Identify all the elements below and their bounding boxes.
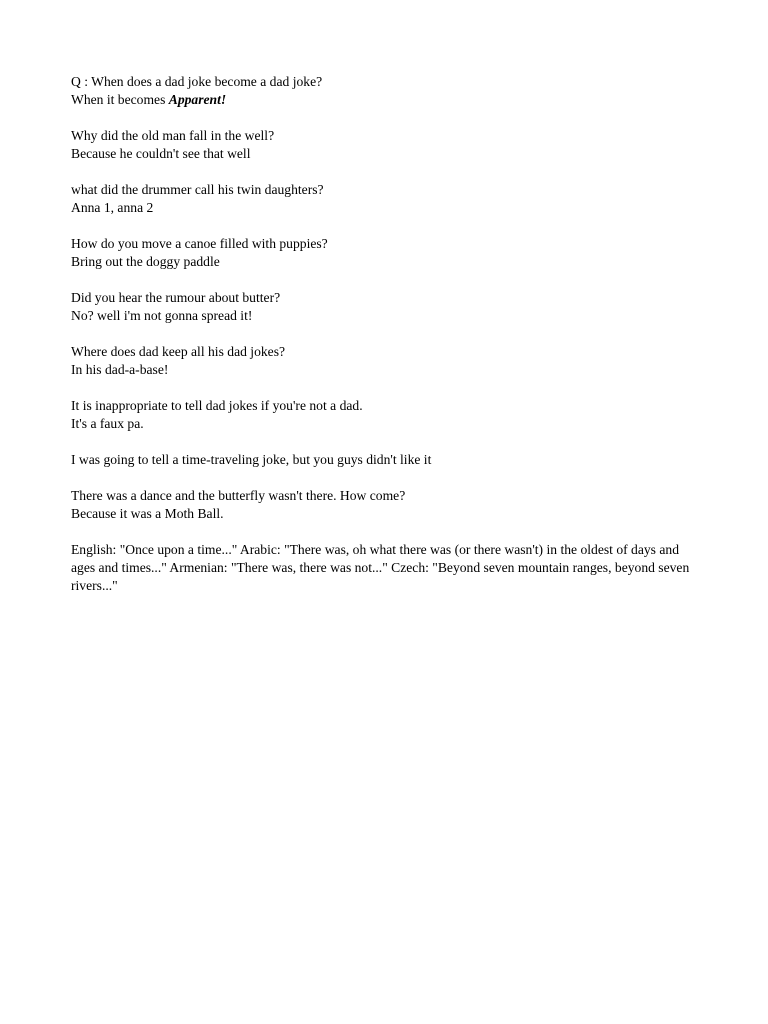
joke-block <box>71 451 696 469</box>
joke-question: Where does dad keep all his dad jokes? <box>71 344 286 359</box>
joke-question: It is inappropriate to tell dad jokes if you're not a dad. <box>71 398 363 413</box>
joke-question: what did the drummer call his twin daughters? <box>71 182 324 197</box>
joke-block <box>71 127 696 163</box>
joke-block <box>71 343 696 379</box>
closing-paragraph-block <box>71 541 696 595</box>
joke-answer: Bring out the doggy paddle <box>71 254 220 269</box>
joke-answer: Anna 1, anna 2 <box>71 200 154 215</box>
joke-question: Q : When does a dad joke become a dad joke? <box>71 74 323 89</box>
joke-block <box>71 487 696 523</box>
joke-question: Did you hear the rumour about butter? <box>71 290 281 305</box>
joke-answer: It's a faux pa. <box>71 416 144 431</box>
closing-paragraph: English: "Once upon a time..." Arabic: "There was, oh what there was (or there wasn't) in the oldest of days and ages and times..." Armenian: "There was, there was not..." Czech: "Beyond seven mountain ranges, beyond seven rivers..." <box>71 542 690 593</box>
joke-answer: In his dad-a-base! <box>71 362 169 377</box>
joke-block <box>71 73 696 109</box>
joke-answer-text: When it becomes <box>71 92 169 107</box>
joke-answer: Because it was a Moth Ball. <box>71 506 224 521</box>
joke-block <box>71 289 696 325</box>
joke-answer: Because he couldn't see that well <box>71 146 251 161</box>
joke-block <box>71 181 696 217</box>
document-page <box>71 73 696 613</box>
joke-block <box>71 397 696 433</box>
joke-question: There was a dance and the butterfly wasn't there. How come? <box>71 488 406 503</box>
joke-question: I was going to tell a time-traveling joke, but you guys didn't like it <box>71 452 432 467</box>
joke-block <box>71 235 696 271</box>
joke-answer: No? well i'm not gonna spread it! <box>71 308 253 323</box>
joke-answer-emphasis: Apparent! <box>168 92 227 107</box>
joke-question: How do you move a canoe filled with puppies? <box>71 236 328 251</box>
joke-question: Why did the old man fall in the well? <box>71 128 275 143</box>
joke-answer <box>71 91 696 109</box>
